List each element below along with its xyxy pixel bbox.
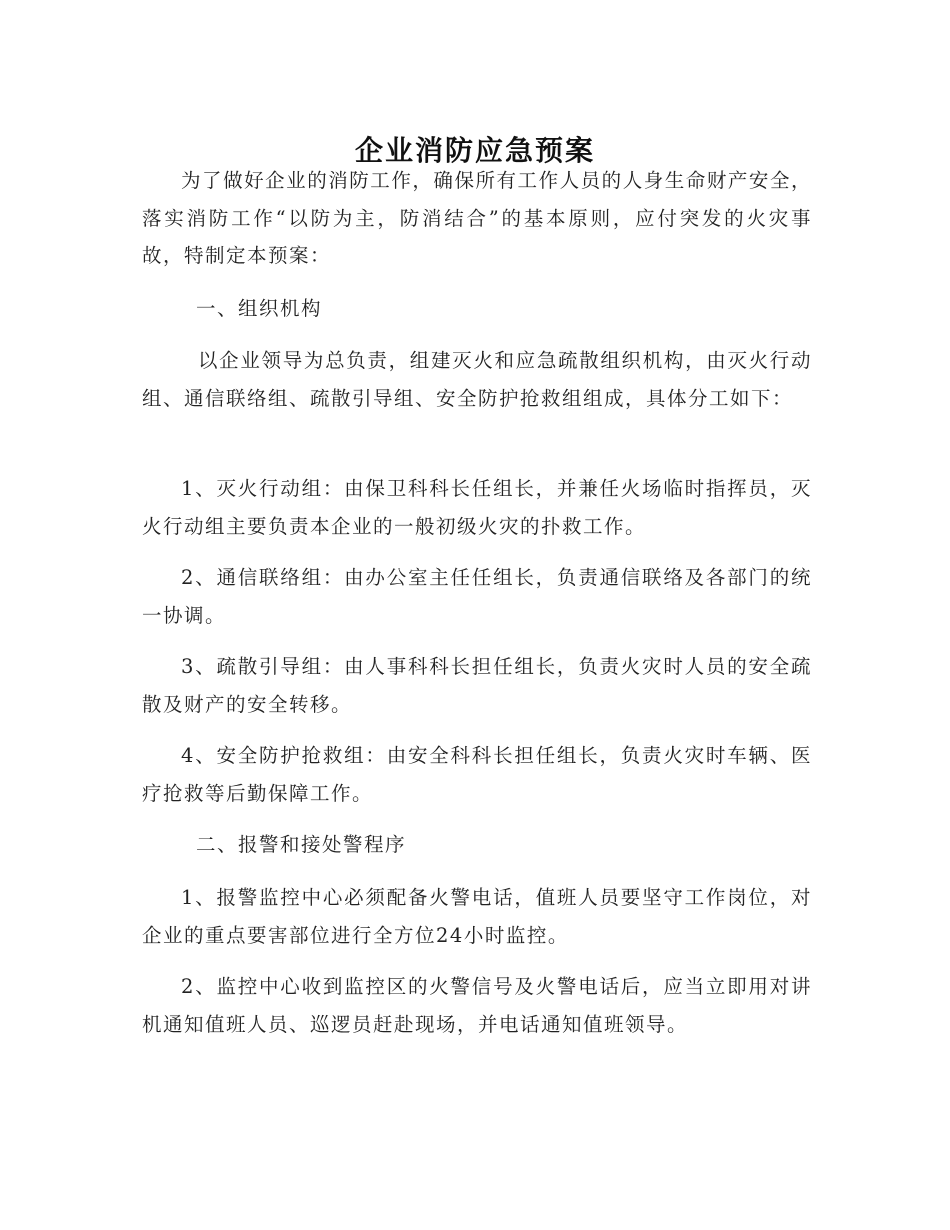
- list-item: 1、灭火行动组：由保卫科科长任组长，并兼任火场临时指挥员，灭火行动组主要负责本企业的一般初级火灾的扑救工作。: [142, 477, 812, 538]
- list-item: 1、报警监控中心必须配备火警电话，值班人员要坚守工作岗位，对企业的重点要害部位进行全方位24小时监控。: [142, 886, 812, 947]
- list-item: 4、安全防护抢救组：由安全科科长担任组长，负责火灾时车辆、医疗抢救等后勤保障工作。: [142, 744, 812, 805]
- list-item: 3、疏散引导组：由人事科科长担任组长，负责火灾时人员的安全疏散及财产的安全转移。: [142, 655, 812, 716]
- intro-paragraph: 为了做好企业的消防工作，确保所有工作人员的人身生命财产安全，落实消防工作“以防为主，防消结合”的基本原则，应付突发的火灾事故，特制定本预案：: [142, 169, 812, 267]
- document-title: 企业消防应急预案: [354, 133, 595, 167]
- list-item: 2、通信联络组：由办公室主任任组长，负责通信联络及各部门的统一协调。: [142, 566, 812, 627]
- list-item: 2、监控中心收到监控区的火警信号及火警电话后，应当立即用对讲机通知值班人员、巡逻员赶赴现场，并电话通知值班领导。: [142, 975, 812, 1036]
- organization-paragraph: 以企业领导为总负责，组建灭火和应急疏散组织机构，由灭火行动组、通信联络组、疏散引导组、安全防护抢救组组成，具体分工如下：: [142, 349, 812, 410]
- section-heading-alarm: 二、报警和接处警程序: [196, 833, 407, 856]
- section-heading-organization: 一、组织机构: [196, 297, 323, 320]
